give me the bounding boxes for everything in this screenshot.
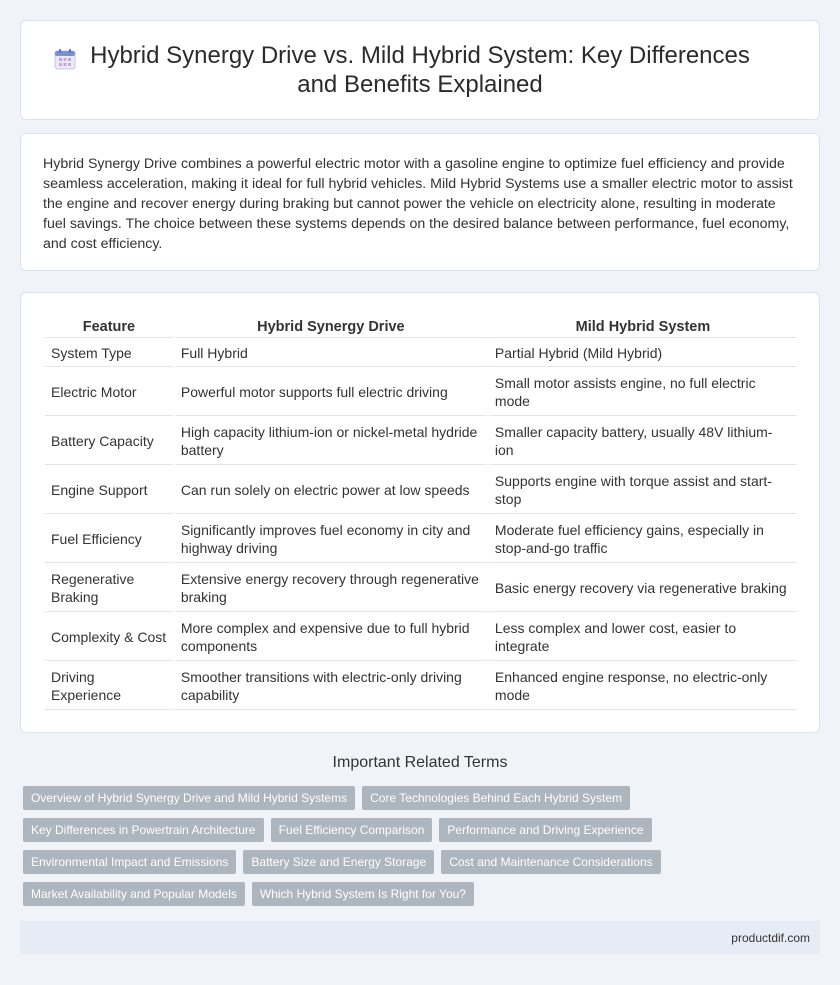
comparison-table-card [20, 292, 820, 733]
comparison-table [43, 315, 799, 712]
related-term-tag[interactable]: Environmental Impact and Emissions [23, 850, 236, 874]
table-cell: Complexity & Cost [45, 614, 173, 661]
table-cell: System Type [45, 340, 173, 367]
table-cell: Fuel Efficiency [45, 516, 173, 563]
related-term-tag[interactable]: Market Availability and Popular Models [23, 882, 245, 906]
tag-row [23, 818, 823, 842]
table-cell: Moderate fuel efficiency gains, especially in stop-and-go traffic [489, 516, 797, 563]
table-cell: Battery Capacity [45, 418, 173, 465]
related-term-tag[interactable]: Cost and Maintenance Considerations [441, 850, 660, 874]
table-cell: Basic energy recovery via regenerative braking [489, 565, 797, 612]
intro-card [20, 133, 820, 271]
related-term-tag[interactable]: Performance and Driving Experience [439, 818, 651, 842]
column-header-mild-hybrid-system: Mild Hybrid System [489, 317, 797, 338]
table-cell: Can run solely on electric power at low speeds [175, 467, 487, 514]
table-cell: Supports engine with torque assist and start-stop [489, 467, 797, 514]
header-card [20, 20, 820, 120]
tag-row [23, 882, 823, 906]
table-cell: Extensive energy recovery through regenerative braking [175, 565, 487, 612]
tag-row [23, 786, 823, 810]
column-header-feature: Feature [45, 317, 173, 338]
table-row [45, 340, 797, 367]
footer-site-link[interactable]: productdif.com [731, 930, 810, 945]
table-cell: Electric Motor [45, 369, 173, 416]
table-cell: Regenerative Braking [45, 565, 173, 612]
table-cell: Partial Hybrid (Mild Hybrid) [489, 340, 797, 367]
table-cell: Enhanced engine response, no electric-only mode [489, 663, 797, 710]
related-term-tag[interactable]: Fuel Efficiency Comparison [271, 818, 433, 842]
related-term-tag[interactable]: Battery Size and Energy Storage [243, 850, 434, 874]
footer [20, 921, 820, 954]
table-cell: Smaller capacity battery, usually 48V lithium-ion [489, 418, 797, 465]
table-row [45, 565, 797, 612]
page-title: Hybrid Synergy Drive vs. Mild Hybrid System: Key Differences and Benefits Explained [90, 42, 750, 98]
table-row [45, 516, 797, 563]
table-row [45, 663, 797, 710]
related-term-tag[interactable]: Which Hybrid System Is Right for You? [252, 882, 474, 906]
intro-paragraph: Hybrid Synergy Drive combines a powerful electric motor with a gasoline engine to optimize fuel efficiency and provide seamless acceleration, making it ideal for full hybrid vehicles. Mild Hybrid Systems use a smaller electric motor to assist the engine and recover energy during braking but cannot power the vehicle on electricity alone, resulting in moderate fuel savings. The choice between these systems depends on the desired balance between performance, fuel economy, and cost efficiency. [43, 156, 793, 252]
table-cell: Less complex and lower cost, easier to integrate [489, 614, 797, 661]
table-row [45, 614, 797, 661]
related-term-tag[interactable]: Overview of Hybrid Synergy Drive and Mild Hybrid Systems [23, 786, 355, 810]
table-row [45, 418, 797, 465]
table-cell: Driving Experience [45, 663, 173, 710]
related-term-tag[interactable]: Core Technologies Behind Each Hybrid System [362, 786, 630, 810]
table-cell: Significantly improves fuel economy in city and highway driving [175, 516, 487, 563]
table-cell: Smoother transitions with electric-only driving capability [175, 663, 487, 710]
tag-row [23, 850, 823, 874]
table-cell: Powerful motor supports full electric driving [175, 369, 487, 416]
table-header-row [45, 317, 797, 338]
table-row [45, 369, 797, 416]
table-cell: Full Hybrid [175, 340, 487, 367]
related-terms-heading: Important Related Terms [332, 754, 508, 771]
table-cell: Engine Support [45, 467, 173, 514]
related-terms-tags [23, 786, 823, 914]
table-cell: High capacity lithium-ion or nickel-metal hydride battery [175, 418, 487, 465]
table-cell: Small motor assists engine, no full electric mode [489, 369, 797, 416]
table-cell: More complex and expensive due to full hybrid components [175, 614, 487, 661]
related-term-tag[interactable]: Key Differences in Powertrain Architecture [23, 818, 264, 842]
table-row [45, 467, 797, 514]
column-header-hybrid-synergy-drive: Hybrid Synergy Drive [175, 317, 487, 338]
